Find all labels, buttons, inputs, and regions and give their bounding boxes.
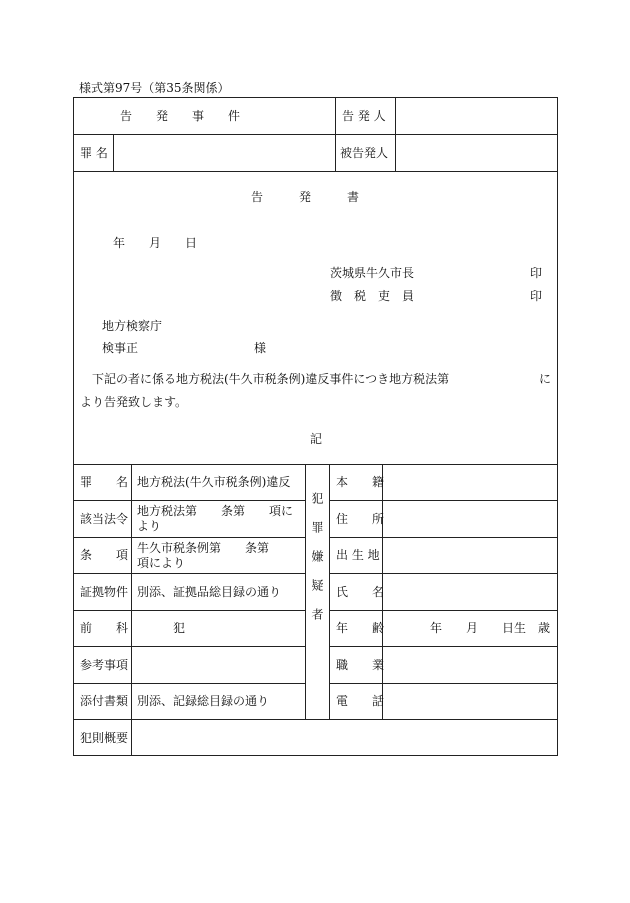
row-value-record: 犯	[173, 621, 186, 635]
row-label-crime: 罪 名	[80, 475, 129, 489]
row-label-record: 前 科	[80, 621, 129, 635]
row-label-birthplace: 出 生 地	[336, 548, 380, 562]
case-title: 告 発 事 件	[120, 109, 241, 123]
name-field[interactable]	[383, 574, 557, 610]
domicile-field[interactable]	[383, 465, 557, 500]
row-value-attachments: 別添、記録総目録の通り	[137, 694, 270, 708]
row-label-attachments: 添付書類	[80, 694, 129, 708]
recipient-office: 地方検察庁	[102, 319, 163, 333]
row-label-address: 住 所	[336, 512, 385, 526]
crime-name-label: 罪 名	[80, 146, 108, 160]
issuer-name: 茨城県牛久市長	[330, 266, 415, 280]
row-label-summary: 犯則概要	[80, 731, 129, 745]
crime-name-field[interactable]	[114, 135, 335, 171]
complainant-label: 告 発 人	[342, 109, 386, 123]
notes-field[interactable]	[132, 647, 305, 683]
seal-mark: 印	[530, 266, 543, 280]
recipient-prosecutor: 検事正	[102, 341, 139, 355]
row-label-age: 年 齢	[336, 621, 385, 635]
row-label-name: 氏 名	[336, 585, 385, 599]
body-text: より告発致します。	[80, 395, 188, 409]
row-value-crime: 地方税法(牛久市税条例)違反	[137, 475, 291, 489]
complainant-field[interactable]	[396, 98, 557, 134]
row-value-evidence: 別添、証拠品総目録の通り	[137, 585, 282, 599]
occupation-field[interactable]	[383, 647, 557, 683]
ki-mark: 記	[310, 432, 323, 446]
honorific: 様	[254, 341, 267, 355]
document-title: 告 発 書	[251, 190, 360, 204]
row-value-law: 地方税法第 条第 項により	[137, 504, 294, 533]
phone-field[interactable]	[383, 684, 557, 719]
body-text-ni: に	[539, 372, 552, 386]
row-label-occupation: 職 業	[336, 658, 385, 672]
tax-collector: 徴 税 吏 員	[330, 289, 415, 303]
form-number-label: 様式第97号（第35条関係）	[79, 81, 230, 95]
summary-field[interactable]	[132, 720, 557, 755]
defendant-label: 被告発人	[340, 146, 389, 160]
address-field[interactable]	[383, 501, 557, 537]
row-label-evidence: 証拠物件	[80, 585, 129, 599]
suspect-vertical-label: 犯罪嫌疑者	[310, 492, 324, 637]
date-line: 年 月 日	[113, 236, 198, 250]
defendant-field[interactable]	[396, 135, 557, 171]
seal-mark: 印	[530, 289, 543, 303]
row-label-phone: 電 話	[336, 694, 385, 708]
row-label-notes: 参考事項	[80, 658, 129, 672]
row-label-law: 該当法令	[80, 512, 129, 526]
birthplace-field[interactable]	[383, 538, 557, 573]
row-value-article: 牛久市税条例第 条第 項により	[137, 541, 294, 570]
row-label-article: 条 項	[80, 548, 129, 562]
row-value-age: 年 月 日生 歳	[430, 621, 551, 635]
body-text: 下記の者に係る地方税法(牛久市税条例)違反事件につき地方税法第	[92, 372, 450, 386]
row-label-domicile: 本 籍	[336, 475, 385, 489]
